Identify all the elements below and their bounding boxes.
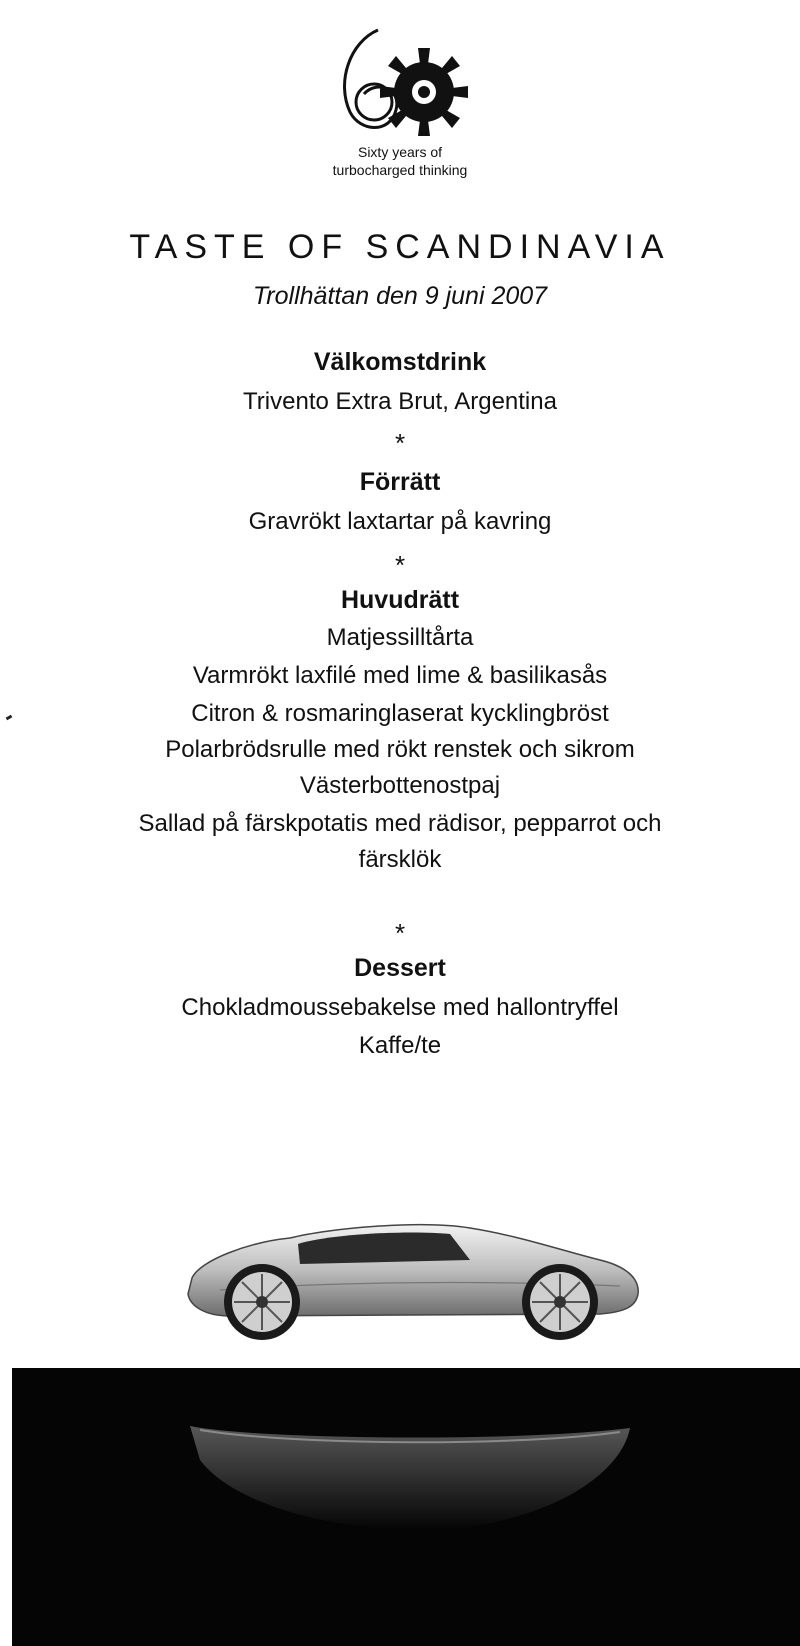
tagline-line-2: turbocharged thinking	[332, 162, 468, 178]
separator: *	[394, 550, 406, 580]
section-heading-starter: Förrätt	[359, 468, 441, 496]
menu-item: Matjessilltårta	[326, 624, 474, 651]
menu-item: Västerbottenostpaj	[299, 772, 501, 799]
menu-item: Gravrökt laxtartar på kavring	[248, 508, 552, 535]
page-title: TASTE OF SCANDINAVIA	[129, 228, 671, 266]
menu-item: Citron & rosmaringlaserat kycklingbröst	[191, 700, 609, 727]
menu-item: Polarbrödsrulle med rökt renstek och sikrom	[165, 736, 635, 763]
sixty-years-logo-icon	[330, 22, 470, 140]
section-heading-welcome: Välkomstdrink	[313, 348, 487, 376]
menu-item: Chokladmoussebakelse med hallontryffel	[181, 994, 619, 1021]
section-heading-dessert: Dessert	[354, 954, 446, 982]
separator: *	[394, 918, 406, 948]
tagline-line-1: Sixty years of	[357, 144, 443, 160]
car-photo-icon	[0, 1220, 800, 1646]
menu-item: Varmrökt laxfilé med lime & basilikasås	[192, 662, 608, 689]
separator: *	[394, 428, 406, 458]
menu-item: färsklök	[358, 846, 442, 873]
menu-item: Sallad på färskpotatis med rädisor, pepparrot och	[138, 810, 662, 837]
section-heading-main: Huvudrätt	[340, 586, 460, 614]
event-date-location: Trollhättan den 9 juni 2007	[252, 282, 548, 310]
menu-item: Trivento Extra Brut, Argentina	[243, 388, 557, 415]
menu-item: Kaffe/te	[358, 1032, 442, 1059]
